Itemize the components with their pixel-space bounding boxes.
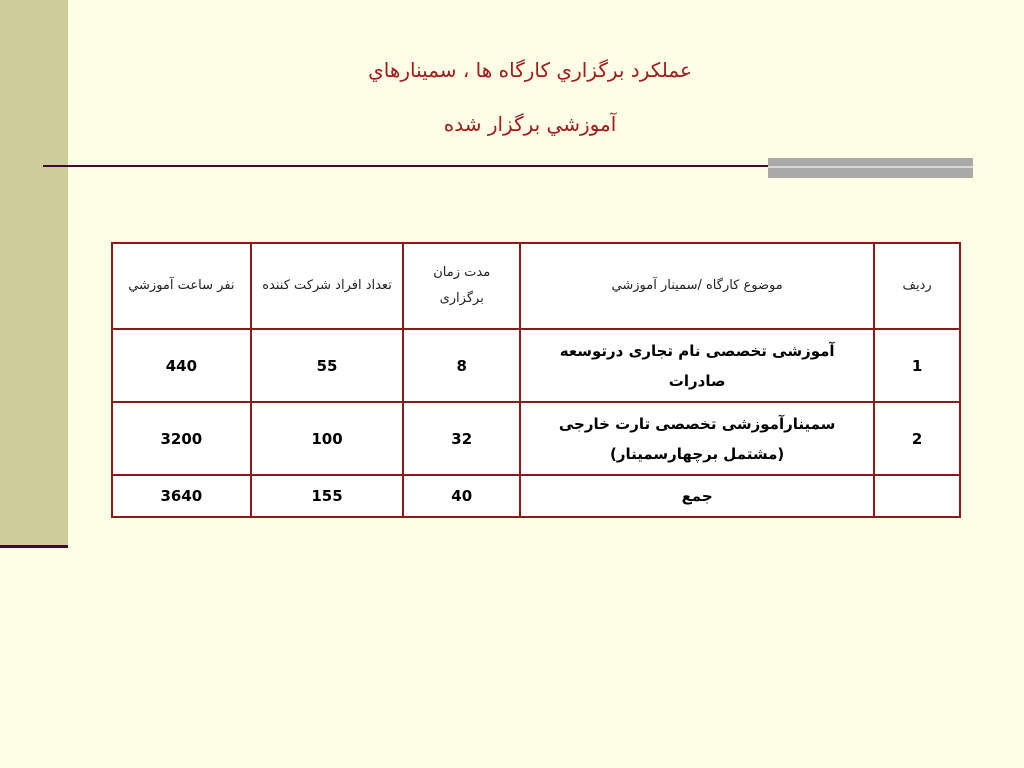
cell-total-person-hours: 3640	[112, 475, 251, 517]
left-decor-line	[0, 545, 68, 548]
page-title-line2: آموزشي برگزار شده	[443, 112, 617, 136]
divider-accent-block	[768, 158, 973, 178]
table-row	[112, 402, 960, 475]
table-total-row	[112, 475, 960, 517]
cell-total-row-number	[874, 475, 960, 517]
header-row-number: رديف	[874, 243, 960, 329]
header-duration: مدت زمان برگزاری	[403, 243, 520, 329]
header-person-hours: نفر ساعت آموزشي	[112, 243, 251, 329]
header-participants: تعداد افراد شركت كننده	[251, 243, 404, 329]
cell-duration: 8	[403, 329, 520, 402]
cell-person-hours: 440	[112, 329, 251, 402]
cell-participants: 100	[251, 402, 404, 475]
page-title-line1: عملكرد برگزاري كارگاه ها ، سمينارهاي	[368, 58, 692, 82]
cell-duration: 32	[403, 402, 520, 475]
cell-subject: آموزشی تخصصی نام تجاری درتوسعه صادرات	[520, 329, 874, 402]
cell-person-hours: 3200	[112, 402, 251, 475]
cell-total-duration: 40	[403, 475, 520, 517]
table-row	[112, 329, 960, 402]
cell-total-participants: 155	[251, 475, 404, 517]
table-header-row	[112, 243, 960, 329]
workshops-table	[111, 242, 961, 518]
cell-participants: 55	[251, 329, 404, 402]
cell-row-number: 2	[874, 402, 960, 475]
header-subject: موضوع كارگاه /سمينار آموزشي	[520, 243, 874, 329]
cell-row-number: 1	[874, 329, 960, 402]
left-decor-bar	[0, 0, 68, 545]
cell-subject: سمینارآموزشی تخصصی تارت خارجی (مشتمل برچهارسمینار)	[520, 402, 874, 475]
cell-total-label: جمع	[520, 475, 874, 517]
